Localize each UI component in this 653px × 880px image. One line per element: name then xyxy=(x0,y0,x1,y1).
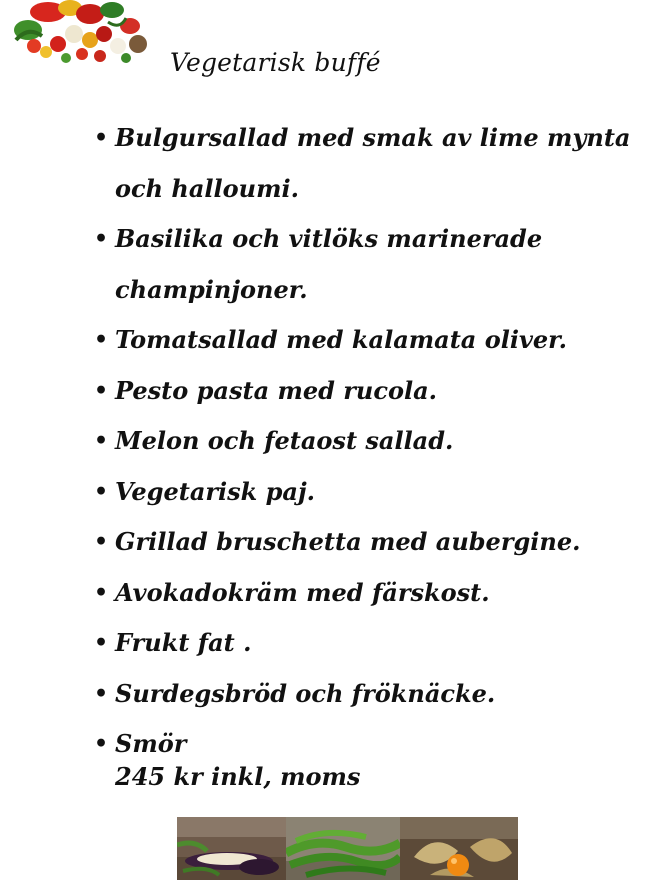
menu-item xyxy=(94,568,634,619)
bullet-icon: • xyxy=(94,478,109,505)
menu-item-text: Grillad bruschetta med aubergine. xyxy=(115,527,581,556)
menu-item xyxy=(94,669,634,720)
bullet-icon: • xyxy=(94,226,109,252)
menu-item-text: Smör xyxy=(115,729,187,758)
bullet-icon: • xyxy=(94,529,109,555)
bullet-icon: • xyxy=(94,327,109,353)
bullet-icon: • xyxy=(94,579,109,606)
menu-item xyxy=(94,366,634,417)
menu-item xyxy=(94,214,634,315)
menu-item xyxy=(94,315,634,366)
bullet-icon: • xyxy=(94,731,109,757)
menu-item-text: champinjoner. xyxy=(115,274,308,304)
menu-item-text: Melon och fetaost sallad. xyxy=(115,426,454,455)
page-title: Vegetarisk buffé xyxy=(170,48,381,77)
menu-item xyxy=(94,416,634,467)
footer-photo-strip xyxy=(177,817,518,880)
menu-item xyxy=(94,618,634,669)
bullet-icon: • xyxy=(94,377,109,404)
menu-item-text: Tomatsallad med kalamata oliver. xyxy=(115,325,567,354)
menu-item-text: Pesto pasta med rucola. xyxy=(115,375,438,405)
bullet-icon: • xyxy=(94,630,109,656)
physalis-photo-icon xyxy=(400,817,518,880)
menu-item xyxy=(94,113,634,214)
menu-list xyxy=(94,113,634,770)
vegetable-cluster-icon xyxy=(8,0,150,66)
menu-item xyxy=(94,517,634,568)
menu-item-text: Basilika och vitlöks marinerade xyxy=(115,224,543,253)
menu-item-text: Frukt fat . xyxy=(115,628,252,657)
bullet-icon: • xyxy=(94,125,109,151)
arugula-photo-icon xyxy=(286,817,400,880)
menu-item-text: Avokadokräm med färskost. xyxy=(115,577,490,607)
bullet-icon: • xyxy=(94,428,109,454)
menu-item-text: och halloumi. xyxy=(115,173,299,203)
eggplant-photo-icon xyxy=(177,817,286,880)
bullet-icon: • xyxy=(94,680,109,707)
menu-item-text: Bulgursallad med smak av lime mynta xyxy=(115,123,631,152)
menu-item xyxy=(94,467,634,518)
menu-item-text: Surdegsbröd och fröknäcke. xyxy=(115,678,496,708)
menu-item-text: Vegetarisk paj. xyxy=(115,476,316,506)
price-text: 245 kr inkl, moms xyxy=(115,762,361,791)
